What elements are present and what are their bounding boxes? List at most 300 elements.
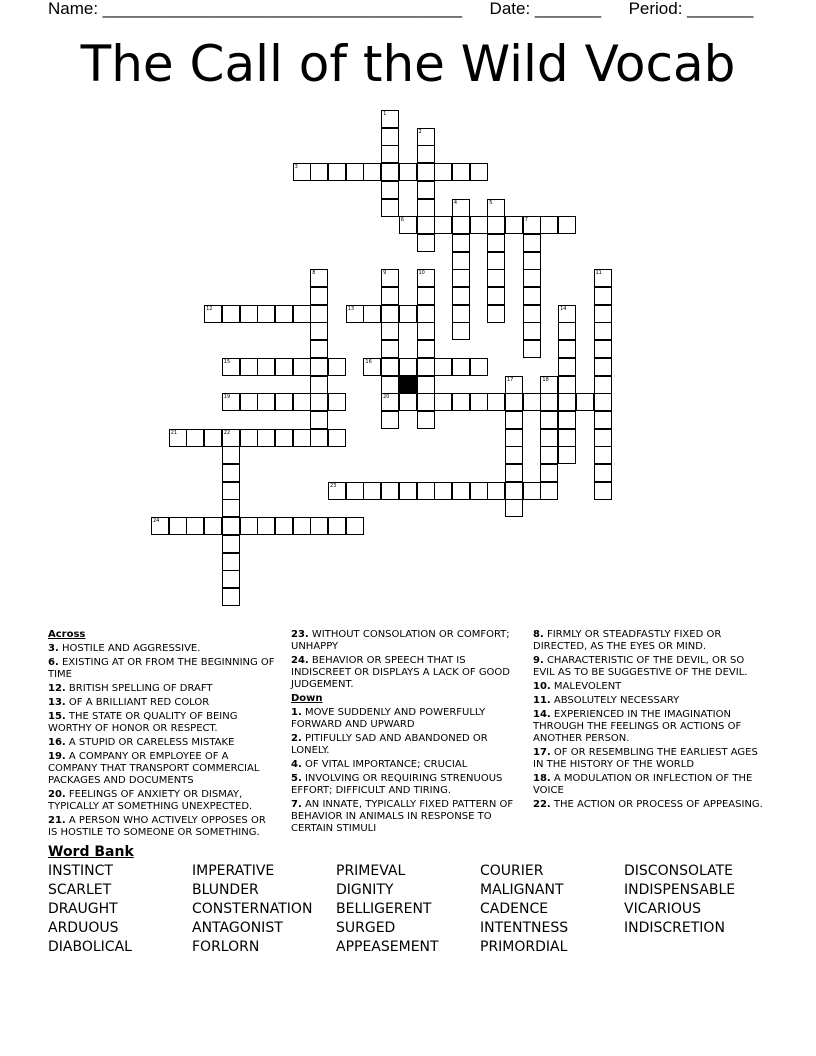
clue-number-label: 11. — [533, 695, 551, 706]
grid-cell[interactable] — [381, 340, 399, 358]
grid-cell[interactable] — [594, 340, 612, 358]
grid-cell[interactable] — [470, 358, 488, 376]
clue-number-label: 9. — [533, 655, 544, 666]
grid-cell[interactable] — [328, 429, 346, 447]
grid-cell[interactable] — [381, 482, 399, 500]
grid-cell[interactable] — [328, 393, 346, 411]
grid-cell[interactable] — [523, 393, 541, 411]
word-bank-word: INDISCRETION — [624, 920, 725, 936]
grid-cell[interactable] — [523, 287, 541, 305]
grid-cell[interactable] — [363, 305, 381, 323]
grid-cell[interactable] — [293, 517, 311, 535]
grid-cell[interactable] — [346, 482, 364, 500]
grid-cell[interactable] — [594, 464, 612, 482]
clue-number-label: 16. — [48, 737, 66, 748]
grid-cell[interactable] — [417, 358, 435, 376]
clue-number-label: 21. — [48, 815, 66, 826]
grid-cell[interactable] — [417, 128, 435, 146]
grid-cell[interactable] — [381, 128, 399, 146]
grid-cell[interactable] — [594, 411, 612, 429]
grid-cell[interactable] — [363, 482, 381, 500]
grid-cell[interactable] — [151, 517, 169, 535]
grid-cell[interactable] — [417, 393, 435, 411]
word-bank-word: IMPERATIVE — [192, 863, 275, 879]
clue-item — [48, 815, 276, 839]
grid-cell[interactable] — [346, 163, 364, 181]
clue-number-label: 5. — [291, 773, 302, 784]
clue-number: 4 — [453, 199, 458, 206]
grid-cell[interactable] — [293, 358, 311, 376]
grid-cell[interactable] — [452, 305, 470, 323]
grid-cell[interactable] — [417, 305, 435, 323]
grid-cell[interactable] — [505, 429, 523, 447]
grid-cell[interactable] — [487, 393, 505, 411]
grid-cell[interactable] — [204, 429, 222, 447]
clue-number-label: 10. — [533, 681, 551, 692]
grid-cell[interactable] — [346, 517, 364, 535]
clue-item — [48, 643, 276, 655]
clue-text: CHARACTERISTIC OF THE DEVIL, OR SO EVIL AS TO BE SUGGESTIVE OF THE DEVIL. — [533, 655, 748, 678]
grid-cell[interactable] — [594, 429, 612, 447]
grid-cell[interactable] — [240, 358, 258, 376]
grid-cell[interactable] — [523, 322, 541, 340]
grid-cell[interactable] — [293, 429, 311, 447]
grid-cell[interactable] — [293, 305, 311, 323]
clue-item — [48, 697, 276, 709]
grid-cell[interactable] — [381, 145, 399, 163]
grid-cell[interactable] — [222, 535, 240, 553]
grid-cell[interactable] — [470, 216, 488, 234]
grid-cell[interactable] — [417, 199, 435, 217]
clue-number-label: 12. — [48, 683, 66, 694]
grid-cell[interactable] — [434, 163, 452, 181]
down-header: Down — [291, 693, 323, 704]
clue-number-label: 24. — [291, 655, 309, 666]
grid-cell[interactable] — [594, 393, 612, 411]
grid-cell[interactable] — [275, 358, 293, 376]
grid-cell[interactable] — [204, 305, 222, 323]
grid-cell[interactable] — [558, 376, 576, 394]
clue-number-label: 4. — [291, 759, 302, 770]
clue-item — [291, 707, 519, 731]
grid-cell[interactable] — [540, 393, 558, 411]
grid-cell[interactable] — [594, 322, 612, 340]
grid-cell[interactable] — [399, 393, 417, 411]
grid-cell[interactable] — [328, 163, 346, 181]
clue-number: 17 — [507, 376, 514, 383]
grid-cell[interactable] — [257, 517, 275, 535]
grid-cell[interactable] — [594, 376, 612, 394]
clue-item — [48, 751, 276, 787]
grid-cell[interactable] — [540, 446, 558, 464]
grid-cell[interactable] — [240, 393, 258, 411]
grid-cell[interactable] — [505, 446, 523, 464]
grid-cell[interactable] — [452, 234, 470, 252]
grid-cell[interactable] — [452, 199, 470, 217]
clue-text: WITHOUT CONSOLATION OR COMFORT; UNHAPPY — [291, 629, 510, 652]
grid-cell[interactable] — [417, 181, 435, 199]
word-bank-word: DRAUGHT — [48, 901, 118, 917]
grid-cell[interactable] — [452, 322, 470, 340]
clue-item — [533, 747, 765, 771]
grid-cell[interactable] — [381, 411, 399, 429]
clue-text: PITIFULLY SAD AND ABANDONED OR LONELY. — [291, 733, 488, 756]
grid-cell[interactable] — [558, 322, 576, 340]
grid-cell[interactable] — [310, 163, 328, 181]
clues-column-3 — [533, 629, 765, 813]
grid-cell[interactable] — [523, 305, 541, 323]
grid-cell[interactable] — [540, 376, 558, 394]
clue-number: 2 — [418, 128, 422, 135]
clue-number: 6 — [400, 217, 404, 224]
clue-item — [533, 773, 765, 797]
clue-text: INVOLVING OR REQUIRING STRENUOUS EFFORT; DIFFICULT AND TIRING. — [291, 773, 503, 796]
grid-cell[interactable] — [558, 429, 576, 447]
grid-cell[interactable] — [558, 216, 576, 234]
clue-item — [48, 789, 276, 813]
clue-number: 5 — [489, 199, 493, 206]
clue-number: 7 — [524, 217, 528, 224]
clue-item — [291, 759, 519, 771]
clue-number-label: 22. — [533, 799, 551, 810]
clue-item — [48, 737, 276, 749]
clue-text: ABSOLUTELY NECESSARY — [553, 695, 680, 706]
clue-item — [533, 655, 765, 679]
grid-cell[interactable] — [540, 464, 558, 482]
grid-cell[interactable] — [381, 393, 399, 411]
grid-cell[interactable] — [558, 411, 576, 429]
grid-cell[interactable] — [293, 163, 311, 181]
grid-cell[interactable] — [417, 234, 435, 252]
grid-cell[interactable] — [310, 411, 328, 429]
grid-cell[interactable] — [540, 216, 558, 234]
grid-cell[interactable] — [381, 199, 399, 217]
clue-number: 9 — [383, 270, 387, 277]
grid-cell[interactable] — [594, 482, 612, 500]
grid-cell[interactable] — [452, 216, 470, 234]
grid-cell[interactable] — [328, 517, 346, 535]
grid-cell[interactable] — [558, 358, 576, 376]
word-bank-word: BELLIGERENT — [336, 901, 432, 917]
grid-cell[interactable] — [452, 287, 470, 305]
grid-cell[interactable] — [257, 429, 275, 447]
grid-cell[interactable] — [310, 429, 328, 447]
grid-cell[interactable] — [240, 429, 258, 447]
grid-cell[interactable] — [169, 517, 187, 535]
grid-cell[interactable] — [470, 482, 488, 500]
clue-number: 10 — [418, 270, 425, 277]
grid-cell[interactable] — [594, 446, 612, 464]
grid-cell[interactable] — [399, 163, 417, 181]
word-bank-word: PRIMORDIAL — [480, 939, 568, 955]
grid-cell[interactable] — [222, 499, 240, 517]
grid-cell[interactable] — [363, 358, 381, 376]
grid-cell[interactable] — [310, 517, 328, 535]
period-field-label[interactable]: Period: _______ — [628, 0, 754, 18]
clue-number-label: 8. — [533, 629, 544, 640]
clue-item — [291, 799, 519, 835]
grid-cell[interactable] — [487, 305, 505, 323]
date-field-label[interactable]: Date: _______ — [489, 0, 602, 18]
grid-cell[interactable] — [310, 393, 328, 411]
grid-cell[interactable] — [310, 376, 328, 394]
clue-text: A COMPANY OR EMPLOYEE OF A COMPANY THAT TRANSPORT COMMERCIAL PACKAGES AND DOCUMENTS — [48, 751, 260, 786]
clues-column-1 — [48, 629, 276, 841]
grid-cell[interactable] — [381, 163, 399, 181]
grid-cell[interactable] — [523, 234, 541, 252]
clue-text: EXISTING AT OR FROM THE BEGINNING OF TIME — [48, 657, 275, 680]
clue-text: OF OR RESEMBLING THE EARLIEST AGES IN THE HISTORY OF THE WORLD — [533, 747, 758, 770]
clue-item — [291, 629, 519, 653]
grid-cell[interactable] — [417, 216, 435, 234]
grid-cell[interactable] — [487, 482, 505, 500]
grid-cell[interactable] — [381, 376, 399, 394]
grid-cell[interactable] — [417, 269, 435, 287]
clue-number-label: 14. — [533, 709, 551, 720]
clue-text: HOSTILE AND AGGRESSIVE. — [61, 643, 201, 654]
grid-cell[interactable] — [594, 269, 612, 287]
clue-item — [291, 733, 519, 757]
grid-black-cell — [399, 376, 417, 394]
grid-cell[interactable] — [222, 570, 240, 588]
grid-cell[interactable] — [576, 393, 594, 411]
clue-number: 18 — [542, 376, 549, 383]
grid-cell[interactable] — [222, 553, 240, 571]
grid-cell[interactable] — [505, 376, 523, 394]
word-bank-word: CONSTERNATION — [192, 901, 313, 917]
grid-cell[interactable] — [328, 358, 346, 376]
grid-cell[interactable] — [310, 305, 328, 323]
grid-cell[interactable] — [310, 269, 328, 287]
grid-cell[interactable] — [558, 305, 576, 323]
grid-cell[interactable] — [434, 482, 452, 500]
clue-text: EXPERIENCED IN THE IMAGINATION THROUGH THE FEELINGS OR ACTIONS OF ANOTHER PERSON. — [533, 709, 742, 744]
word-bank-word: COURIER — [480, 863, 544, 879]
grid-cell[interactable] — [222, 446, 240, 464]
clue-item — [48, 711, 276, 735]
clue-number: 19 — [223, 394, 231, 401]
clue-number: 11 — [595, 270, 602, 277]
word-bank-word: VICARIOUS — [624, 901, 702, 917]
grid-cell[interactable] — [470, 163, 488, 181]
grid-cell[interactable] — [417, 145, 435, 163]
grid-cell[interactable] — [240, 517, 258, 535]
grid-cell[interactable] — [222, 429, 240, 447]
grid-cell[interactable] — [363, 163, 381, 181]
clue-text: THE ACTION OR PROCESS OF APPEASING. — [553, 799, 763, 810]
clue-number: 13 — [347, 305, 355, 312]
clue-number: 23 — [330, 482, 337, 489]
clue-item — [533, 799, 765, 811]
grid-cell[interactable] — [417, 163, 435, 181]
grid-cell[interactable] — [470, 393, 488, 411]
clue-item — [533, 709, 765, 745]
clue-text: A STUPID OR CARELESS MISTAKE — [68, 737, 235, 748]
grid-cell[interactable] — [381, 287, 399, 305]
grid-cell[interactable] — [381, 322, 399, 340]
word-bank-word: PRIMEVAL — [336, 863, 406, 879]
grid-cell[interactable] — [594, 287, 612, 305]
clue-number-label: 1. — [291, 707, 302, 718]
across-header: Across — [48, 629, 86, 640]
grid-cell[interactable] — [417, 287, 435, 305]
grid-cell[interactable] — [487, 287, 505, 305]
clue-text: THE STATE OR QUALITY OF BEING WORTHY OF HONOR OR RESPECT. — [48, 711, 238, 734]
clue-text: BEHAVIOR OR SPEECH THAT IS INDISCREET OR DISPLAYS A LACK OF GOOD JUDGEMENT. — [291, 655, 511, 690]
grid-cell[interactable] — [399, 358, 417, 376]
grid-cell[interactable] — [257, 305, 275, 323]
clue-text: FIRMLY OR STEADFASTLY FIXED OR DIRECTED, AS THE EYES OR MIND. — [533, 629, 722, 652]
word-bank-word: CADENCE — [480, 901, 549, 917]
clue-number: 12 — [206, 305, 213, 312]
clue-text: AN INNATE, TYPICALLY FIXED PATTERN OF BEHAVIOR IN ANIMALS IN RESPONSE TO CERTAIN STIMULI — [291, 799, 514, 834]
clue-item — [48, 683, 276, 695]
clue-number: 16 — [365, 358, 372, 365]
grid-cell[interactable] — [505, 464, 523, 482]
grid-cell[interactable] — [505, 411, 523, 429]
grid-cell[interactable] — [540, 411, 558, 429]
grid-cell[interactable] — [381, 269, 399, 287]
grid-cell[interactable] — [346, 305, 364, 323]
grid-cell[interactable] — [222, 517, 240, 535]
grid-cell[interactable] — [523, 252, 541, 270]
grid-cell[interactable] — [434, 358, 452, 376]
clue-text: OF VITAL IMPORTANCE; CRUCIAL — [304, 759, 468, 770]
clue-number-label: 20. — [48, 789, 66, 800]
grid-cell[interactable] — [293, 393, 311, 411]
grid-cell[interactable] — [399, 482, 417, 500]
grid-cell[interactable] — [328, 482, 346, 500]
grid-cell[interactable] — [523, 340, 541, 358]
grid-cell[interactable] — [452, 269, 470, 287]
grid-cell[interactable] — [381, 110, 399, 128]
grid-cell[interactable] — [186, 517, 204, 535]
word-bank-word: INTENTNESS — [480, 920, 569, 936]
clue-item — [533, 681, 765, 693]
grid-cell[interactable] — [310, 358, 328, 376]
grid-cell[interactable] — [275, 429, 293, 447]
grid-cell[interactable] — [523, 482, 541, 500]
word-bank-word: INDISPENSABLE — [624, 882, 736, 898]
clue-number-label: 17. — [533, 747, 551, 758]
grid-cell[interactable] — [452, 252, 470, 270]
grid-cell[interactable] — [452, 163, 470, 181]
grid-cell[interactable] — [381, 358, 399, 376]
clue-number-label: 18. — [533, 773, 551, 784]
grid-cell[interactable] — [505, 482, 523, 500]
clue-text: FEELINGS OF ANXIETY OR DISMAY, TYPICALLY AT SOMETHING UNEXPECTED. — [48, 789, 253, 812]
word-bank-word: INSTINCT — [48, 863, 113, 879]
clue-number: 1 — [383, 111, 387, 117]
clues-column-2 — [291, 629, 519, 837]
clue-item — [533, 695, 765, 707]
grid-cell[interactable] — [523, 269, 541, 287]
grid-cell[interactable] — [505, 499, 523, 517]
grid-cell[interactable] — [452, 393, 470, 411]
grid-cell[interactable] — [222, 358, 240, 376]
grid-cell[interactable] — [505, 216, 523, 234]
grid-cell[interactable] — [222, 464, 240, 482]
grid-cell[interactable] — [558, 340, 576, 358]
grid-cell[interactable] — [434, 393, 452, 411]
grid-cell[interactable] — [487, 199, 505, 217]
grid-cell[interactable] — [240, 305, 258, 323]
grid-cell[interactable] — [310, 322, 328, 340]
grid-cell[interactable] — [487, 234, 505, 252]
word-bank-word: ANTAGONIST — [192, 920, 283, 936]
grid-cell[interactable] — [222, 305, 240, 323]
grid-cell[interactable] — [204, 517, 222, 535]
grid-cell[interactable] — [558, 393, 576, 411]
grid-cell[interactable] — [540, 482, 558, 500]
grid-cell[interactable] — [417, 482, 435, 500]
word-bank-word: SCARLET — [48, 882, 112, 898]
grid-cell[interactable] — [487, 216, 505, 234]
grid-cell[interactable] — [558, 446, 576, 464]
grid-cell[interactable] — [275, 517, 293, 535]
clue-number-label: 2. — [291, 733, 302, 744]
word-bank-word: DIABOLICAL — [48, 939, 132, 955]
grid-cell[interactable] — [257, 358, 275, 376]
grid-cell[interactable] — [523, 216, 541, 234]
clue-text: MALEVOLENT — [553, 681, 622, 692]
grid-cell[interactable] — [487, 252, 505, 270]
clue-number-label: 13. — [48, 697, 66, 708]
grid-cell[interactable] — [381, 305, 399, 323]
grid-cell[interactable] — [399, 305, 417, 323]
clue-text: BRITISH SPELLING OF DRAFT — [68, 683, 213, 694]
grid-cell[interactable] — [434, 216, 452, 234]
clue-number-label: 3. — [48, 643, 59, 654]
word-bank-word: ARDUOUS — [48, 920, 119, 936]
grid-cell[interactable] — [186, 429, 204, 447]
grid-cell[interactable] — [540, 429, 558, 447]
word-bank-word: MALIGNANT — [480, 882, 564, 898]
clue-number-label: 6. — [48, 657, 59, 668]
name-field-label[interactable]: Name: ______________________________________ — [48, 0, 463, 18]
grid-cell[interactable] — [381, 181, 399, 199]
grid-cell[interactable] — [399, 216, 417, 234]
grid-cell[interactable] — [417, 376, 435, 394]
grid-cell[interactable] — [417, 322, 435, 340]
grid-cell[interactable] — [169, 429, 187, 447]
clue-item — [291, 773, 519, 797]
clue-number: 15 — [223, 358, 231, 365]
grid-cell[interactable] — [594, 358, 612, 376]
grid-cell[interactable] — [417, 411, 435, 429]
grid-cell[interactable] — [310, 287, 328, 305]
grid-cell[interactable] — [257, 393, 275, 411]
clue-item — [291, 655, 519, 691]
clue-text: OF A BRILLIANT RED COLOR — [68, 697, 210, 708]
grid-cell[interactable] — [310, 340, 328, 358]
grid-cell[interactable] — [222, 482, 240, 500]
grid-cell[interactable] — [487, 269, 505, 287]
grid-cell[interactable] — [275, 305, 293, 323]
grid-cell[interactable] — [505, 393, 523, 411]
grid-cell[interactable] — [452, 482, 470, 500]
page-title: The Call of the Wild Vocab — [80, 35, 736, 93]
grid-cell[interactable] — [594, 305, 612, 323]
grid-cell[interactable] — [275, 393, 293, 411]
grid-cell[interactable] — [222, 393, 240, 411]
grid-cell[interactable] — [452, 358, 470, 376]
clue-text: A MODULATION OR INFLECTION OF THE VOICE — [533, 773, 753, 796]
clue-number-label: 7. — [291, 799, 302, 810]
grid-cell[interactable] — [222, 588, 240, 606]
grid-cell[interactable] — [417, 340, 435, 358]
clue-number-label: 23. — [291, 629, 309, 640]
